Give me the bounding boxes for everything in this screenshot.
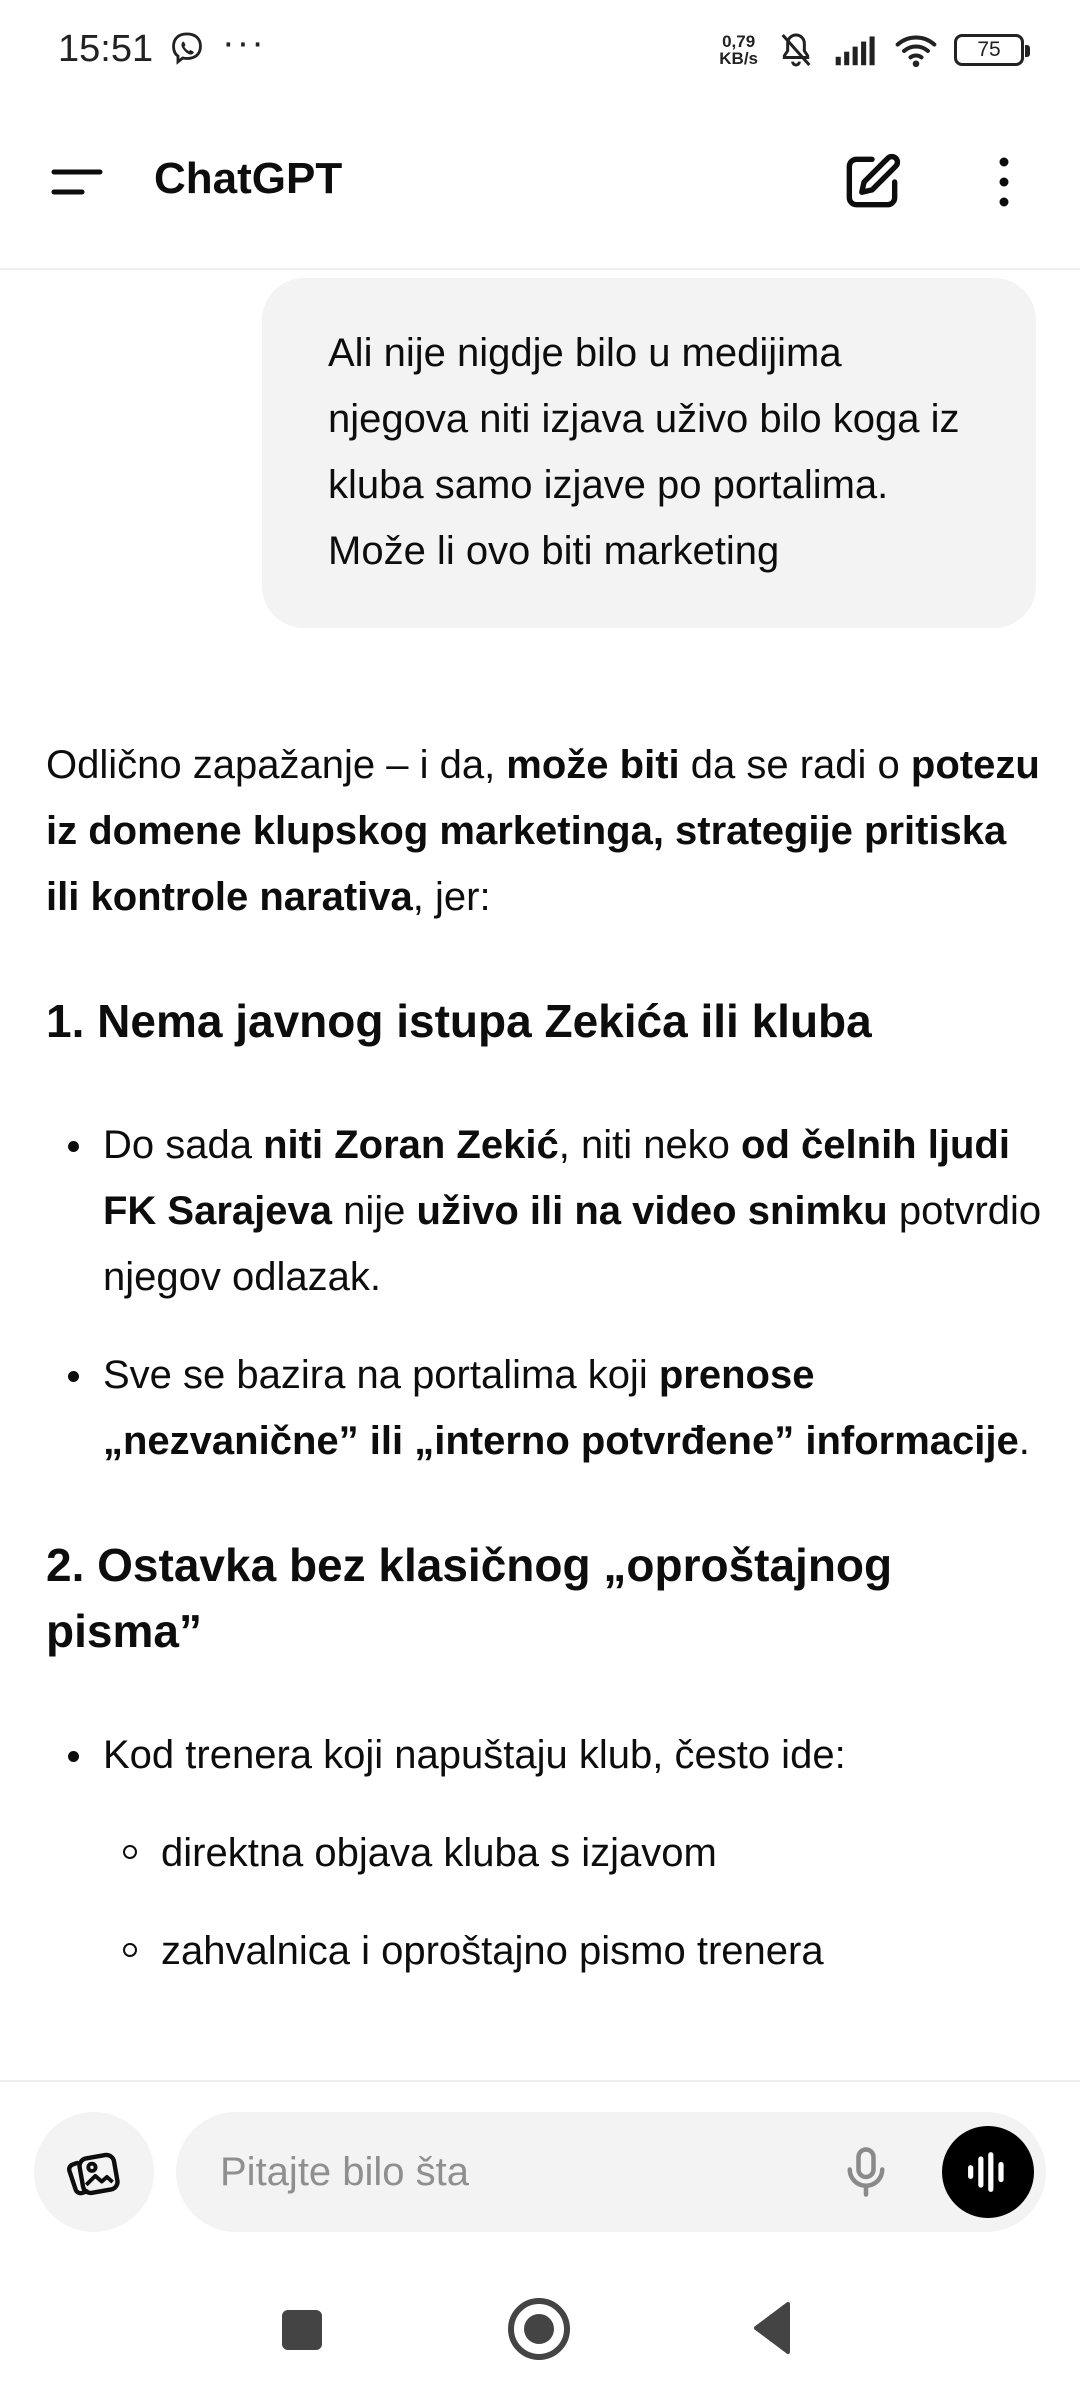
user-message-text: Ali nije nigdje bilo u medijima njegova niti izjava uživo bilo koga iz kluba samo izjave po portalima. Može li ovo biti marketing xyxy=(328,331,960,573)
waveform-icon xyxy=(962,2146,1014,2198)
silent-bell-icon xyxy=(774,30,818,70)
voice-mode-button[interactable] xyxy=(942,2126,1034,2218)
viber-notification-icon xyxy=(168,30,206,68)
back-icon[interactable] xyxy=(752,2300,792,2356)
assistant-reply xyxy=(46,732,1046,2042)
battery-icon xyxy=(954,34,1024,66)
sub-list-item: direktna objava kluba s izjavom xyxy=(103,1820,1046,1886)
gallery-icon xyxy=(63,2141,125,2203)
section-heading-1: 1. Nema javnog istupa Zekića ili kluba xyxy=(46,995,872,1047)
section-2-list xyxy=(46,1722,1046,1984)
list-item: Sve se bazira na portalima koji prenose „nezvanične” ili „interno potvrđene” informacije. xyxy=(46,1342,1046,1474)
more-notifications-icon: ··· xyxy=(222,22,266,64)
section-1-list xyxy=(46,1112,1046,1474)
section-heading-2: 2. Ostavka bez klasičnog „oproštajnog pisma” xyxy=(46,1539,893,1657)
home-icon[interactable] xyxy=(508,2298,570,2360)
list-item: Do sada niti Zoran Zekić, niti neko od čelnih ljudi FK Sarajeva nije uživo ili na video snimku potvrdio njegov odlazak. xyxy=(46,1112,1046,1310)
composer xyxy=(0,2080,1080,2260)
reply-intro: Odlično zapažanje – i da, može biti da se radi o potezu iz domene klupskog marketinga, strategije pritiska ili kontrole narativa, jer: xyxy=(46,743,1040,919)
message-input-container[interactable] xyxy=(176,2112,1046,2232)
network-speed: 0,79 KB/s xyxy=(719,32,758,68)
page-title: ChatGPT xyxy=(154,154,343,203)
status-bar xyxy=(0,0,1080,100)
sub-list-item: zahvalnica i oproštajno pismo trenera xyxy=(103,1918,1046,1984)
microphone-icon[interactable] xyxy=(836,2142,896,2202)
battery-level: 75 xyxy=(977,38,1001,61)
recent-apps-icon[interactable] xyxy=(282,2310,322,2350)
menu-icon[interactable] xyxy=(46,162,106,202)
attach-button[interactable] xyxy=(34,2112,154,2232)
wifi-icon xyxy=(894,30,938,70)
new-chat-icon[interactable] xyxy=(838,148,906,216)
sub-list xyxy=(103,1820,1046,1984)
list-item: Kod trenera koji napuštaju klub, često ide: direktna objava kluba s izjavom zahvalnica i oproštajno pismo trenera xyxy=(46,1722,1046,1984)
app-header xyxy=(0,100,1080,270)
status-right xyxy=(719,28,1024,72)
message-input[interactable] xyxy=(220,2140,780,2204)
chat-thread[interactable] xyxy=(0,272,1080,2080)
user-message-bubble[interactable] xyxy=(262,278,1036,628)
more-options-icon[interactable] xyxy=(984,150,1024,214)
status-time: 15:51 xyxy=(58,28,154,70)
system-nav-bar xyxy=(0,2260,1080,2400)
signal-icon xyxy=(834,30,878,70)
